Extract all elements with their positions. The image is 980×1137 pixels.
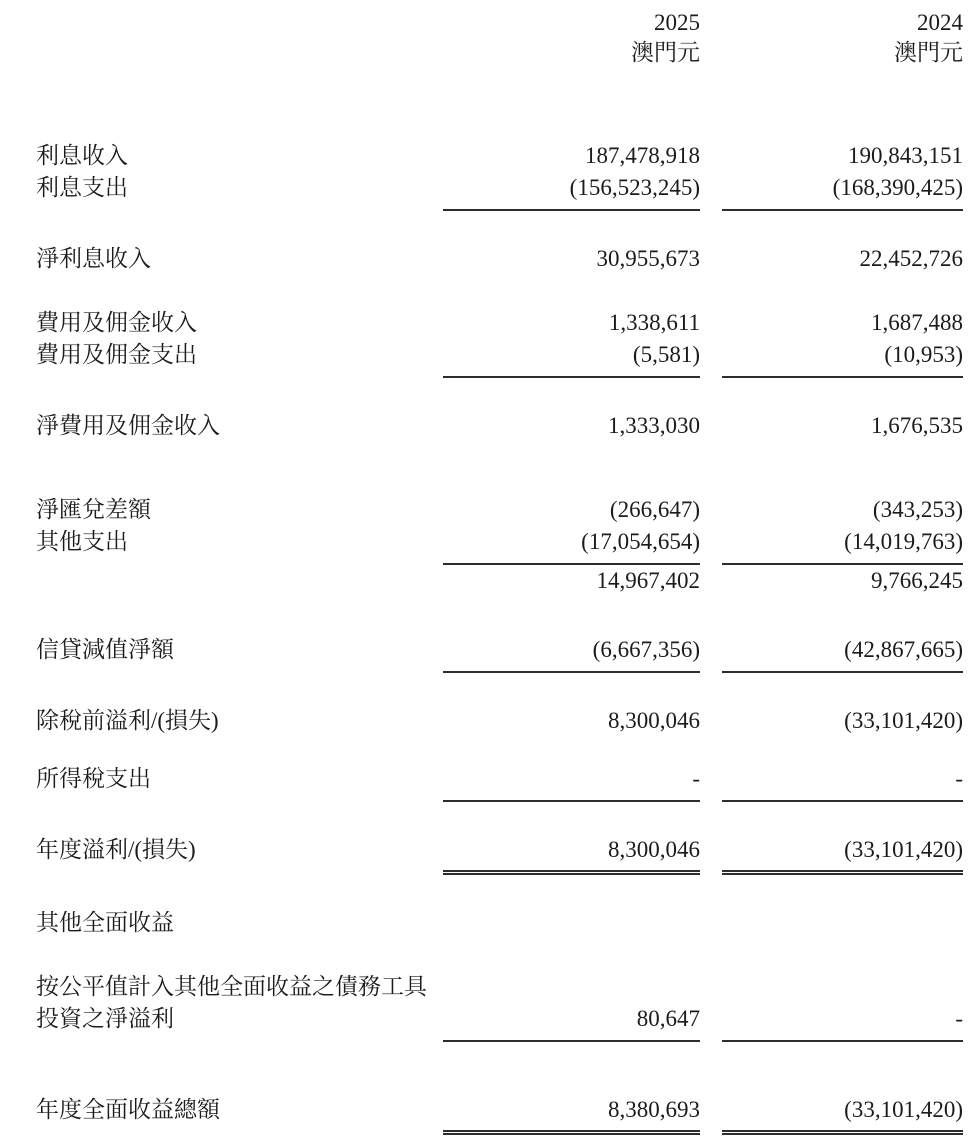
row-label: 年度溢利/(損失): [36, 837, 196, 862]
statement-row: [36, 172, 963, 211]
statement-row: [36, 494, 963, 526]
column-headers: [36, 8, 963, 68]
row-value-2024: (343,253): [872, 497, 963, 522]
row-value-2024: (168,390,425): [722, 172, 963, 211]
row-value-2025: [443, 907, 700, 939]
row-label: 其他支出: [36, 529, 128, 554]
row-value-2024: [722, 971, 963, 1003]
row-label: 其他全面收益: [36, 910, 174, 935]
statement-row: [36, 907, 963, 939]
currency-2025-label: 澳門元: [631, 40, 700, 65]
year-2024-label: 2024: [917, 10, 963, 35]
row-value-2024: [722, 907, 963, 939]
row-value-2024: (33,101,420): [844, 708, 963, 733]
row-label: 按公平值計入其他全面收益之債務工具: [36, 974, 427, 999]
statement-row: [36, 763, 963, 802]
column-header-2024: [722, 8, 963, 68]
statement-row: [36, 526, 963, 565]
row-value-2024: -: [722, 763, 963, 802]
statement-row: [36, 705, 963, 737]
row-value-2024: (42,867,665): [722, 634, 963, 673]
row-label: 淨費用及佣金收入: [36, 413, 220, 438]
row-value-2025: 80,647: [443, 1003, 700, 1042]
year-2025-label: 2025: [654, 10, 700, 35]
statement-row: [36, 243, 963, 275]
row-value-2024: (14,019,763): [722, 526, 963, 565]
row-value-2024: -: [722, 1003, 963, 1042]
row-value-2024: (33,101,420): [722, 834, 963, 875]
statement-row: [36, 339, 963, 378]
row-value-2024: 1,676,535: [871, 413, 963, 438]
row-label: 費用及佣金收入: [36, 310, 197, 335]
row-value-2025: 8,380,693: [443, 1094, 700, 1135]
statement-row: [36, 971, 963, 1003]
row-label: 所得稅支出: [36, 766, 151, 791]
row-value-2024: 1,687,488: [871, 310, 963, 335]
row-value-2024: (33,101,420): [722, 1094, 963, 1135]
statement-row: [36, 565, 963, 597]
statement-row: [36, 634, 963, 673]
row-value-2025: 1,333,030: [608, 413, 700, 438]
row-value-2025: 8,300,046: [608, 708, 700, 733]
row-label: 除稅前溢利/(損失): [36, 708, 219, 733]
row-value-2025: -: [443, 763, 700, 802]
row-value-2025: 1,338,611: [608, 310, 700, 335]
row-value-2024: 190,843,151: [848, 143, 963, 168]
row-label: 利息收入: [36, 143, 128, 168]
statement-row: [36, 1094, 963, 1135]
row-value-2025: 14,967,402: [596, 568, 700, 593]
row-label: 費用及佣金支出: [36, 342, 197, 367]
row-label: 投資之淨溢利: [36, 1006, 174, 1031]
row-value-2025: (266,647): [609, 497, 700, 522]
row-label: 信貸減值淨額: [36, 637, 174, 662]
row-value-2025: 30,955,673: [596, 246, 700, 271]
row-label: 年度全面收益總額: [36, 1097, 220, 1122]
column-header-2025: [443, 8, 700, 68]
currency-2024-label: 澳門元: [894, 40, 963, 65]
statement-row: [36, 834, 963, 875]
statement-row: [36, 410, 963, 442]
statement-row: [36, 1003, 963, 1042]
row-value-2025: (5,581): [443, 339, 700, 378]
row-label: 淨匯兌差額: [36, 497, 151, 522]
row-value-2025: [443, 971, 700, 1003]
row-label: 淨利息收入: [36, 246, 151, 271]
statement-row: [36, 307, 963, 339]
row-value-2025: 8,300,046: [443, 834, 700, 875]
row-value-2024: (10,953): [722, 339, 963, 378]
row-value-2024: 9,766,245: [871, 568, 963, 593]
statement-row: [36, 140, 963, 172]
row-value-2025: (6,667,356): [443, 634, 700, 673]
row-value-2025: 187,478,918: [585, 143, 700, 168]
row-label: [36, 565, 443, 597]
row-label: 利息支出: [36, 175, 128, 200]
statement-rows: [36, 140, 963, 1135]
row-value-2024: 22,452,726: [859, 246, 963, 271]
row-value-2025: (17,054,654): [443, 526, 700, 565]
row-value-2025: (156,523,245): [443, 172, 700, 211]
